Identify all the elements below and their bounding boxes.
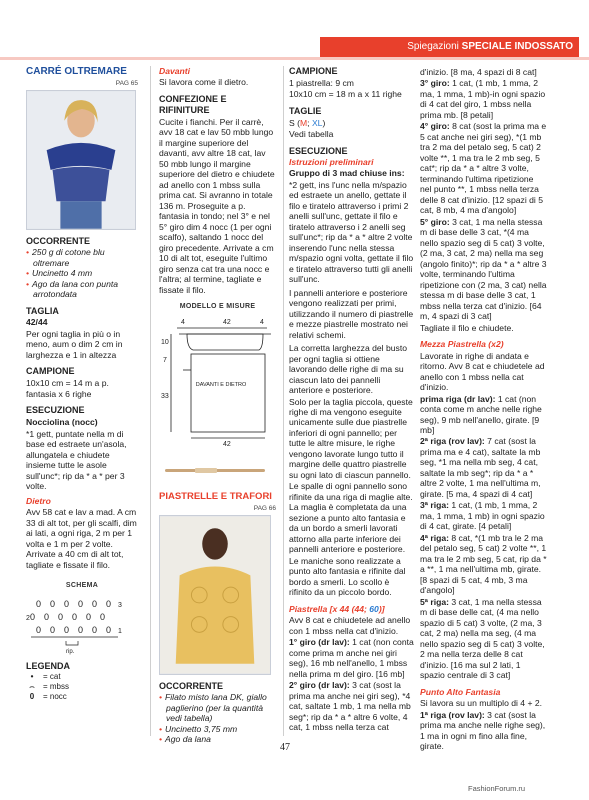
column-divider — [150, 66, 151, 736]
round-instruction: 5° giro: 3 cat, 1 ma nella stessa m di base delle 3 cat, *(4 ma nello spazio seg di 5 cat) 3 volte, (2 ma, 3 cat, 2 ma) nella ma seg (angolo finito)*; rip da * a * altre 3 volte, terminando l'ultima ripetizione con (2 ma, 3 cat) nella stessa m di base delle 3 cat, 1 mbss nella terza cat d'inizio. [64 m, 4 spazi di 3 cat] — [420, 216, 547, 322]
occorrente-heading: OCCORRENTE — [26, 236, 91, 247]
svg-text:0: 0 — [100, 611, 106, 622]
svg-text:0: 0 — [92, 624, 98, 635]
nocciolina-text: *1 gett, puntate nella m di base ed estraete un'asola, allungatela e chiudete insieme tutte le asole sull'unc*; rip da * a * per 3 volte. — [26, 428, 127, 492]
svg-text:0: 0 — [106, 598, 112, 609]
svg-text:0: 0 — [44, 611, 50, 622]
dim-label: 42 — [223, 318, 231, 326]
svg-text:0: 0 — [92, 598, 98, 609]
punto-heading: Punto Alto Fantasia — [420, 686, 501, 697]
header-rule — [0, 57, 589, 60]
material-item: • Filato misto lana DK, giallo paglierino (per la quantità vedi tabella) — [159, 692, 276, 723]
model-photo-icon — [160, 515, 270, 675]
mezza-heading: Mezza Piastrella (x2) — [420, 339, 504, 350]
dim-label: 10 — [161, 338, 169, 346]
svg-text:0: 0 — [106, 624, 112, 635]
taglia-heading: TAGLIA — [26, 305, 59, 316]
gruppo-text: *2 gett, ins l'unc nella m/spazio ed estraete un anello, gettate il filo e tiratelo attraverso i primi 2 anelli sull'unc, gettate il filo e tiratelo attraverso i 2 anelli seg sull'unc*; rip da * a * altre 2 volte inserendo l'unc nella stessa m/spazio ogni volta, gettate il filo e tiratelo attraverso tutti gli anelli sull'unc. — [289, 179, 414, 285]
legenda-heading: LEGENDA — [26, 661, 71, 672]
esecuzione-heading: ESECUZIONE — [26, 405, 85, 416]
campione-text: 10x10 cm = 14 m a p. fantasia x 6 righe — [26, 378, 109, 399]
round-instruction: 3° giro: 1 cat, (1 mb, 1 mma, 2 ma, 1 mma, 1 mb)-in ogni spazio di 4 cat del giro, 1 mbss nella prima mb. [8 petali] — [420, 78, 546, 120]
paragraph: Lavorate in righe di andata e ritorno. Avv 8 cat e chiudetele ad anello con 1 mbss nella cat d'inizio. — [420, 350, 545, 393]
esecuzione-heading: ESECUZIONE — [289, 145, 348, 156]
round-instruction: 4° giro: 8 cat (sost la prima ma e 5 cat anche nei giri seg), *(1 mb tra 2 ma del petalo seg, 5 cat) 2 volte **, 1 ma tra le 2 mb seg, 5 cat*; rip da * a * altre 3 volte, terminando l'ultima ripetizione nel punto **, 1 mbss nella terza delle 8 cat d'inizio. [12 spazi di 5 cat, 8 mb, 4 ma d'angolo] — [420, 121, 547, 216]
pattern-title: CARRÉ OLTREMARE — [26, 66, 127, 77]
occorrente-heading: OCCORRENTE — [159, 681, 224, 692]
taglie-sizes: S (M; XL) — [289, 117, 326, 128]
svg-text:1: 1 — [118, 627, 122, 635]
schema-title: SCHEMA — [65, 582, 99, 590]
watermark: FashionForum.ru — [468, 784, 526, 793]
svg-text:0: 0 — [78, 624, 84, 635]
piastrella-heading: Piastrella [x 44 (44; 60)] — [289, 603, 385, 614]
column-divider — [283, 66, 284, 736]
crochet-hook-icon — [159, 466, 276, 476]
dim-label: 33 — [161, 392, 169, 400]
paragraph: Solo per la taglia piccola, queste righe di ma vengono eseguite unicamente sulle due piastrelle inferiori di ogni pannello; per tutte le altre misure, le righe vengono lavorate lungo tutto il margine delle quattro piastrelle su ogni lato di ciascun pannello. — [289, 396, 413, 480]
campione-heading: CAMPIONE — [289, 66, 338, 76]
column-2 — [159, 66, 276, 745]
taglia-text: Per ogni taglia in più o in meno, aum o dim 2 cm in larghezza e 1 in altezza — [26, 328, 123, 360]
gruppo-heading: Gruppo di 3 mad chiuse ins: — [289, 168, 405, 179]
paragraph: Le maniche sono realizzate a punto alto fantasia e rifinite dal bordo a smerli. Lo scollo è rifinito da un piccolo bordo. — [289, 555, 406, 598]
material-item: • Uncinetto 3,75 mm — [159, 724, 276, 734]
legend-item: ⌢ = mbss — [29, 681, 70, 691]
repeat-label: rip. — [66, 648, 75, 655]
davanti-heading: Davanti — [159, 66, 191, 76]
svg-text:0: 0 — [36, 624, 42, 635]
model-photo — [159, 515, 271, 675]
row-instruction: 2ª riga (rov lav): 7 cat (sost la prima ma e 4 cat), saltate la mb seg, *1 ma nella mb seg, 4 cat, saltate la mb seg*; rip da * a * altre 2 volte, 1 ma nell'ultima m, girate. [5 ma, 4 spazi di 4 cat] — [420, 436, 541, 499]
legend-item: 0 = nocc — [29, 691, 67, 701]
svg-text:0: 0 — [78, 598, 84, 609]
dim-label: 7 — [163, 356, 167, 364]
confezione-text: Cucite i fianchi. Per il carrè, avv 18 cat e lav 50 mbb lungo il margine superiore del davanti, avv altre 18 cat, lav 50 mbb lungo il margine superiore del dietro e chiudete ad anello con 1 mbss sulla prima cat. Si avranno in totale 136 m. Proseguite a p. fantasia in tondo; nel 3° e nel 5° giro dim 4 nocc (1 per ogni scalfo), saltando 1 nocc del giro precedente. Arrivate a cm 10 di alt tot, eseguite l'ultimo giro senza cat tra una nocc e l'altra; al termine, tagliate e fissate il filo. — [159, 116, 275, 295]
svg-text:0: 0 — [64, 624, 70, 635]
dietro-heading: Dietro — [26, 495, 51, 506]
dim-label: 4 — [181, 318, 185, 326]
row-instruction: 3ª riga: 1 cat, (1 mb, 1 mma, 2 ma, 1 mma, 1 mb) in ogni spazio di 4 cat, girate. [4 petali] — [420, 500, 545, 532]
paragraph: I pannelli anteriore e posteriore vengono realizzati per primi, utilizzando il numero di piastrelle e mezze piastrelle mostrato nei relativi schemi. — [289, 287, 414, 340]
page-ref: PAG 66 — [253, 505, 276, 513]
piastrella-text: Avv 8 cat e chiudetele ad anello con 1 mbss nella cat d'inizio. — [289, 615, 411, 636]
taglie-text: Vedi tabella — [289, 129, 334, 140]
dim-label: 42 — [223, 440, 231, 448]
confezione-heading: CONFEZIONE E RIFINITURE — [159, 93, 227, 115]
row-instruction: 4ª riga: 8 cat, *(1 mb tra le 2 ma del petalo seg, 5 cat) 2 volte **, 1 ma tra le 2 mb seg, 5 cat, rip da * a **, 1 ma nell'ultima mb, girate. [8 spazi di 5 cat, 4 mb, 3 ma d'angolo] — [420, 532, 547, 596]
paragraph: Le spalle di ogni pannello sono rifinite da una riga di maglie alte. La maglia è completata da una sezione a punto alto fantasia e da un bordo a smerli lavorati attorno alla parte inferiore dei pannelli anteriore e posteriore. — [289, 481, 413, 555]
material-item: • 250 g di cotone blu oltremare — [26, 247, 138, 268]
piece-label: DAVANTI E DIETRO — [195, 381, 247, 388]
model-photo-icon — [27, 90, 135, 230]
svg-text:0: 0 — [86, 611, 92, 622]
row-instruction: prima riga (dr lav): 1 cat (non conta come m anche nelle righe seg), 9 mb nell'anello, girate. [9 mb] — [420, 393, 542, 435]
campione-heading: CAMPIONE — [26, 366, 75, 377]
paragraph: La corretta larghezza del busto per ogni taglia si ottiene lavorando delle righe di ma su ciascun lato dei pannelli anteriore e posteriore. — [289, 343, 407, 396]
legend-item: • = cat — [30, 672, 61, 682]
svg-text:0: 0 — [58, 611, 64, 622]
model-photo — [26, 90, 136, 230]
section-header: Spiegazioni SPECIALE INDOSSATO — [320, 37, 579, 57]
modello-title: MODELLO E MISURE — [179, 303, 256, 311]
svg-text:0: 0 — [36, 598, 42, 609]
round-instruction: 2° giro (dr lav): 3 cat (sost la prima ma anche nei giri seg), *4 cat, saltate 1 mb, 1 ma nella mb seg*; rip da * a * altre 6 volte, 4 cat, 1 mbss nella terza cat — [289, 680, 411, 733]
material-item: • Ago da lana con punta arrotondata — [26, 279, 138, 300]
row-instruction: 5ª riga: 3 cat, 1 ma nella stessa m di base delle cat, (4 ma nello spazio di 5 cat) 3 volte, (2 ma, 3 cat, 2 ma) nella ma seg, (4 ma nello spazio seg di 5 cat) 3 volte, 2 ma nella terza delle 8 cat d'inizio. [16 ma sul 2 lati, 1 spazio centrale di 3 cat] — [420, 596, 545, 681]
nocciolina-heading: Nocciolina (nocc) — [26, 417, 98, 428]
column-4 — [420, 66, 547, 752]
svg-text:0: 0 — [72, 611, 78, 622]
svg-text:0: 0 — [30, 611, 36, 622]
svg-text:2: 2 — [26, 614, 30, 622]
material-item: • Ago da lana — [159, 734, 276, 744]
material-item: • Uncinetto 4 mm — [26, 268, 138, 278]
column-3 — [289, 66, 414, 733]
paragraph: d'inizio. [8 ma, 4 spazi di 8 cat] — [420, 67, 537, 77]
davanti-text: Si lavora come il dietro. — [159, 77, 249, 88]
taglie-heading: TAGLIE — [289, 105, 322, 116]
campione-text: 1 piastrella: 9 cm — [289, 77, 354, 88]
page-number: 47 — [280, 742, 290, 753]
pattern-title: PIASTRELLE E TRAFORI — [159, 490, 272, 502]
paragraph: Si lavora su un multiplo di 4 + 2. — [420, 698, 543, 709]
svg-text:0: 0 — [64, 598, 70, 609]
page-ref: PAG 65 — [115, 80, 138, 88]
dietro-text: Avv 58 cat e lav a mad. A cm 33 di alt tot, per gli scalfi, dim ai lati, a ogni riga, 2 m per 1 volta e 1 m per 2 volte. Arrivate a 40 cm di alt tot, tagliate e fissate il filo. — [26, 507, 137, 570]
garment-schematic — [159, 314, 276, 454]
taglia-value: 42/44 — [26, 317, 48, 328]
column-carre-oltremare — [26, 66, 138, 701]
stitch-diagram — [26, 595, 136, 657]
row-instruction: 1ª riga (rov lav): 3 cat (sost la prima ma anche nelle righe seg), 1 ma in ogni m fino alla fine, girate. — [420, 709, 546, 752]
svg-text:3: 3 — [118, 601, 122, 609]
dim-label: 4 — [260, 318, 264, 326]
istruzioni-heading: Istruzioni preliminari — [289, 156, 374, 167]
svg-text:0: 0 — [50, 598, 56, 609]
campione-text: 10x10 cm = 18 m a x 11 righe — [289, 89, 402, 100]
svg-text:0: 0 — [50, 624, 56, 635]
paragraph: Tagliate il filo e chiudete. — [420, 322, 514, 333]
round-instruction: 1° giro (dr lav): 1 cat (non conta come prima m anche nei giri seg), 16 mb nell'anello, 1 mbss nella prima m del giro. [16 mb] — [289, 637, 414, 679]
